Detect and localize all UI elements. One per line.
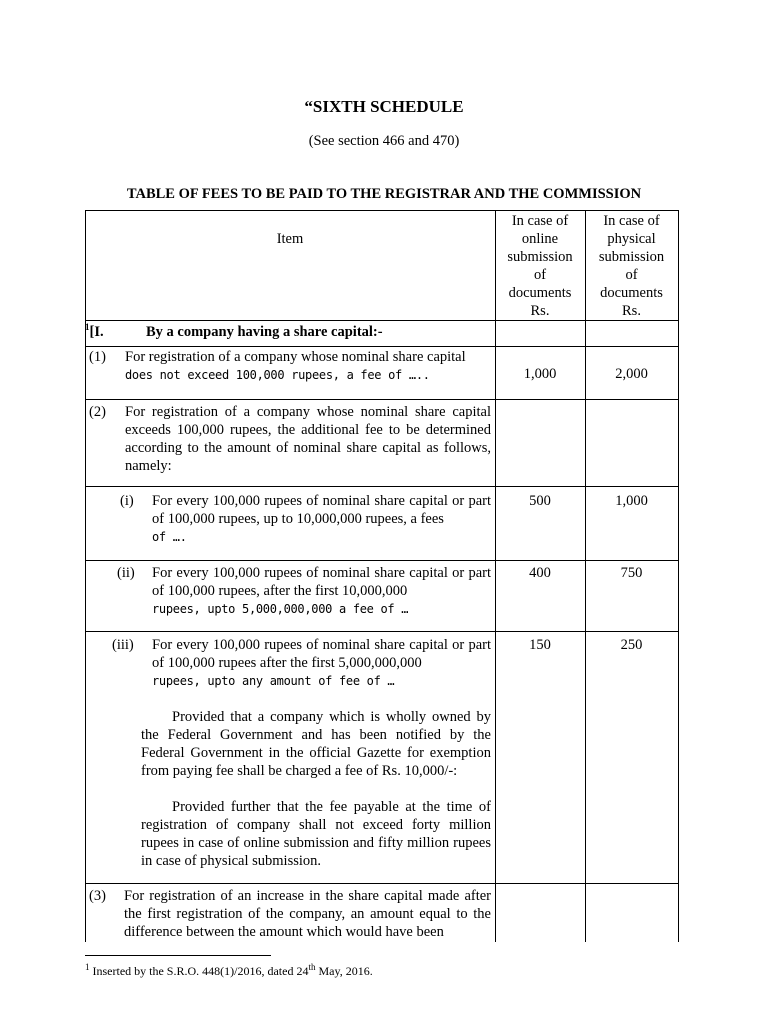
- row-2iii-number: (iii): [112, 637, 134, 653]
- row-2ii-online-fee: 400: [529, 565, 551, 581]
- row-2ii-tail: rupees, upto 5,000,000,000 a fee of …: [152, 602, 409, 616]
- row-divider: [85, 486, 678, 487]
- row-3-number: (3): [89, 888, 106, 904]
- row-2iii-physical-fee: 250: [620, 637, 643, 653]
- proviso-fee-cap: Provided further that the fee payable at the time of registration of company shall not exceed forty million rupees in case of online submission and fifty million rupees in case of physical submission.: [141, 799, 491, 869]
- row-1-line-1: For registration of a company whose nominal share capital: [125, 349, 466, 365]
- row-2-number: (2): [89, 404, 106, 420]
- row-divider: [85, 346, 678, 347]
- row-2iii-tail: rupees, upto any amount of fee of …: [152, 674, 395, 688]
- row-divider: [85, 631, 678, 632]
- row-divider: [85, 399, 678, 400]
- row-1-online-fee: 1,000: [523, 366, 557, 382]
- row-2i-text: For every 100,000 rupees of nominal share capital or part of 100,000 rupees, up to 10,000,000 rupees, a fees: [152, 493, 491, 527]
- row-2ii-text: For every 100,000 rupees of nominal share capital or part of 100,000 rupees, after the first 10,000,000: [152, 565, 491, 599]
- proviso-federal-government: Provided that a company which is wholly owned by the Federal Government and has been notified by the Federal Government in the official Gazette for exemption from paying fee shall be charged a fee of Rs. 10,000/-:: [141, 709, 491, 779]
- row-2i-number: (i): [120, 493, 134, 509]
- row-2iii-text: For every 100,000 rupees of nominal share capital or part of 100,000 rupees after the first 5,000,000,000: [152, 637, 491, 671]
- footnote: $^1$ Inserted by the S.R.O. 448(1)/2016, dated 24th May, 2016.: [85, 962, 373, 978]
- schedule-subtitle: (See section 466 and 470): [308, 133, 460, 149]
- row-divider: [85, 320, 678, 321]
- header-physical: In case of physical submission of documents Rs.: [598, 213, 665, 319]
- schedule-title: “SIXTH SCHEDULE: [304, 97, 464, 116]
- row-divider: [85, 560, 678, 561]
- footnote-divider: [85, 955, 271, 956]
- row-1-number: (1): [89, 349, 106, 365]
- section-i-text: By a company having a share capital:-: [146, 324, 383, 340]
- row-2iii-online-fee: 150: [529, 637, 551, 653]
- header-online: In case of online submission of documents Rs.: [507, 213, 573, 319]
- header-item: Item: [276, 231, 304, 247]
- row-1-line-2: does not exceed 100,000 rupees, a fee of …..: [125, 368, 430, 382]
- row-2ii-physical-fee: 750: [620, 565, 643, 581]
- row-2i-physical-fee: 1,000: [615, 493, 648, 509]
- row-2i-online-fee: 500: [529, 493, 551, 509]
- row-1-physical-fee: 2,000: [615, 366, 648, 382]
- footnote-marker: 1: [85, 962, 90, 972]
- row-2ii-number: (ii): [117, 565, 135, 581]
- row-3-text: For registration of an increase in the share capital made after the first registration of the company, an amount equal to the difference between the amount which would have been: [124, 888, 491, 940]
- footnote-marker: 1: [85, 322, 90, 333]
- row-2-text: For registration of a company whose nominal share capital exceeds 100,000 rupees, the additional fee to be determined according to the amount of nominal share capital as follows, namely:: [125, 404, 491, 474]
- section-i-label: $^1$[I.: [85, 322, 104, 340]
- fee-table: [85, 210, 678, 942]
- table-title: TABLE OF FEES TO BE PAID TO THE REGISTRAR AND THE COMMISSION: [126, 186, 642, 202]
- row-divider: [85, 883, 678, 884]
- row-2i-tail: of ….: [152, 530, 187, 544]
